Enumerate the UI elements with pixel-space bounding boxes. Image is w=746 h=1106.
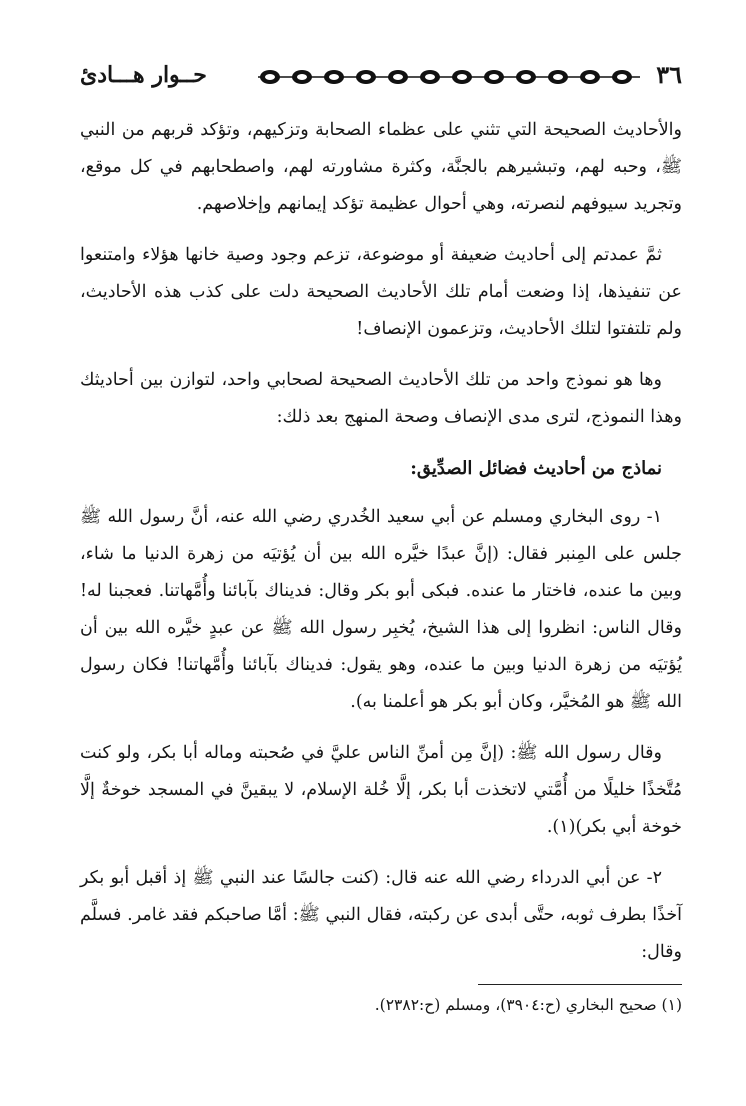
footnote: (١) صحيح البخاري (ح:٣٩٠٤)، ومسلم (ح:٢٣٨٢).	[374, 996, 682, 1014]
running-header	[80, 60, 682, 94]
paragraph-2: ثمَّ عمدتم إلى أحاديث ضعيفة أو موضوعة، تزعم وجود وصية خانها هؤلاء وامتنعوا عن تنفيذها، إذا وضعت أمام تلك الأحاديث الصحيحة دلت على كذب هذه الأحاديث، ولم تلتفتوا لتلك الأحاديث، وتزعمون الإنصاف!	[80, 245, 682, 339]
paragraph-1: والأحاديث الصحيحة التي تثني على عظماء الصحابة وتزكيهم، وتؤكد قربهم من النبي ﷺ، وحبه لهم، وتبشيرهم بالجنَّة، وكثرة مشاورته لهم، واصطحابهم في كل موقع، وتجريد سيوفهم لنصرته، وهي أحوال عظيمة تؤكد إيمانهم وإخلاصهم.	[80, 120, 682, 214]
page-number: ٣٦	[656, 60, 682, 89]
hadith-1: ١- روى البخاري ومسلم عن أبي سعيد الخُدري رضي الله عنه، أنَّ رسول الله ﷺ جلس على المِنبر فقال: (إنَّ عبدًا خيَّره الله بين أن يُؤتيَه من زهرة الدنيا ما شاء، وبين ما عنده، فاختار ما عنده. فبكى أبو بكر وقال: فديناك بآبائنا وأُمَّهاتنا. فعجبنا له! وقال الناس: انظروا إلى هذا الشيخ، يُخبِر رسول الله ﷺ عن عبدٍ خيَّره الله بين أن يُؤتيَه من زهرة الدنيا وبين ما عنده، وهو يقول: فديناك بآبائنا وأُمَّهاتنا! فكان رسول الله ﷺ هو المُخيَّر، وكان أبو بكر هو أعلمنا به).	[80, 507, 682, 712]
paragraph-3: وها هو نموذج واحد من تلك الأحاديث الصحيحة لصحابي واحد، لتوازن بين أحاديثك وهذا النموذج، لترى مدى الإنصاف وصحة المنهج بعد ذلك:	[80, 370, 682, 427]
main-text	[80, 112, 682, 985]
hadith-2: ٢- عن أبي الدرداء رضي الله عنه قال: (كنت جالسًا عند النبي ﷺ إذ أقبل أبو بكر آخذًا بطرف ثوبه، حتَّى أبدى عن ركبته، فقال النبي ﷺ: أمَّا صاحبكم فقد غامر. فسلَّم وقال:	[80, 868, 682, 962]
hadith-1-continued: وقال رسول الله ﷺ: (إنَّ مِن أمنِّ الناس عليَّ في صُحبته وماله أبا بكر، ولو كنت مُتَّخذًا خليلًا من أُمَّتي لاتخذت أبا بكر، إلَّا خُلة الإسلام، لا يبقينَّ في المسجد خوخةٌ إلَّا خوخة أبي بكر)(١).	[80, 743, 682, 837]
header-ornament	[258, 66, 640, 88]
section-subheading: نماذج من أحاديث فضائل الصدِّيق:	[410, 458, 662, 479]
footnote-divider	[478, 984, 682, 985]
running-title: حــوار هـــادئ	[80, 62, 207, 88]
